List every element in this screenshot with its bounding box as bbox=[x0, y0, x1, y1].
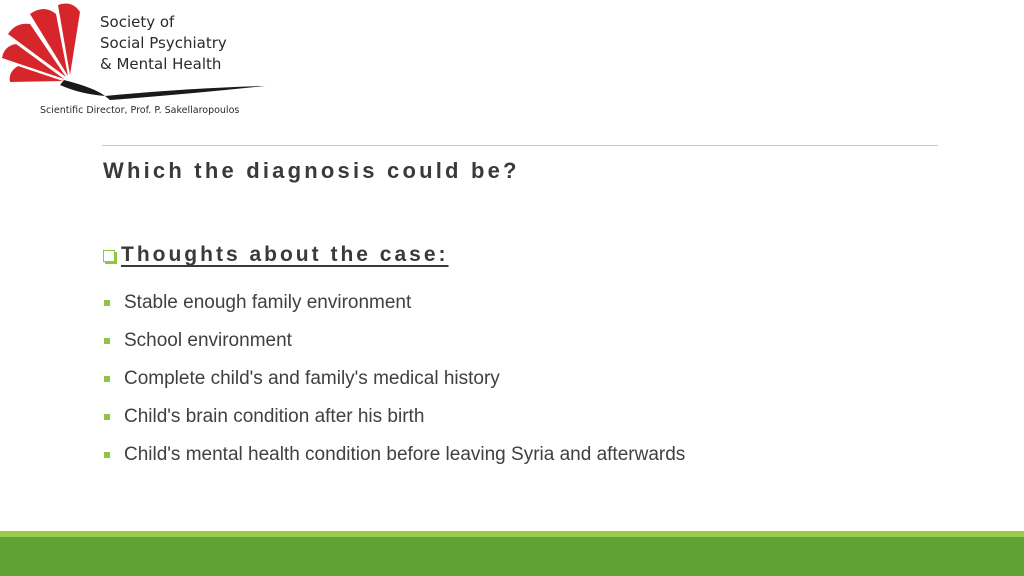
list-item-text: Complete child's and family's medical history bbox=[124, 368, 500, 389]
slide-title: Which the diagnosis could be? bbox=[103, 158, 520, 183]
list-item bbox=[103, 436, 685, 474]
bullet-list bbox=[103, 284, 685, 474]
list-item-text: Child's mental health condition before leaving Syria and afterwards bbox=[124, 444, 686, 465]
list-item-text: Stable enough family environment bbox=[124, 292, 412, 313]
checkbox-icon bbox=[103, 250, 115, 262]
list-item bbox=[103, 360, 685, 398]
square-bullet-icon bbox=[104, 338, 110, 344]
subheading bbox=[103, 243, 449, 267]
list-item-text: School environment bbox=[124, 330, 292, 351]
footer-bar bbox=[0, 537, 1024, 576]
square-bullet-icon bbox=[104, 414, 110, 420]
society-logo bbox=[0, 0, 270, 125]
square-bullet-icon bbox=[104, 300, 110, 306]
header-divider bbox=[102, 145, 938, 146]
logo-line: & Mental Health bbox=[100, 55, 222, 73]
list-item bbox=[103, 322, 685, 360]
list-item-text: Child's brain condition after his birth bbox=[124, 406, 425, 427]
logo-wordmark bbox=[100, 12, 227, 75]
logo-line: Social Psychiatry bbox=[100, 34, 227, 52]
list-item bbox=[103, 398, 685, 436]
list-item bbox=[103, 284, 685, 322]
logo-line: Society of bbox=[100, 13, 175, 31]
subheading-label: Thoughts about the case: bbox=[121, 243, 449, 266]
square-bullet-icon bbox=[104, 452, 110, 458]
logo-director-caption: Scientific Director, Prof. P. Sakellaropoulos bbox=[40, 105, 240, 116]
square-bullet-icon bbox=[104, 376, 110, 382]
